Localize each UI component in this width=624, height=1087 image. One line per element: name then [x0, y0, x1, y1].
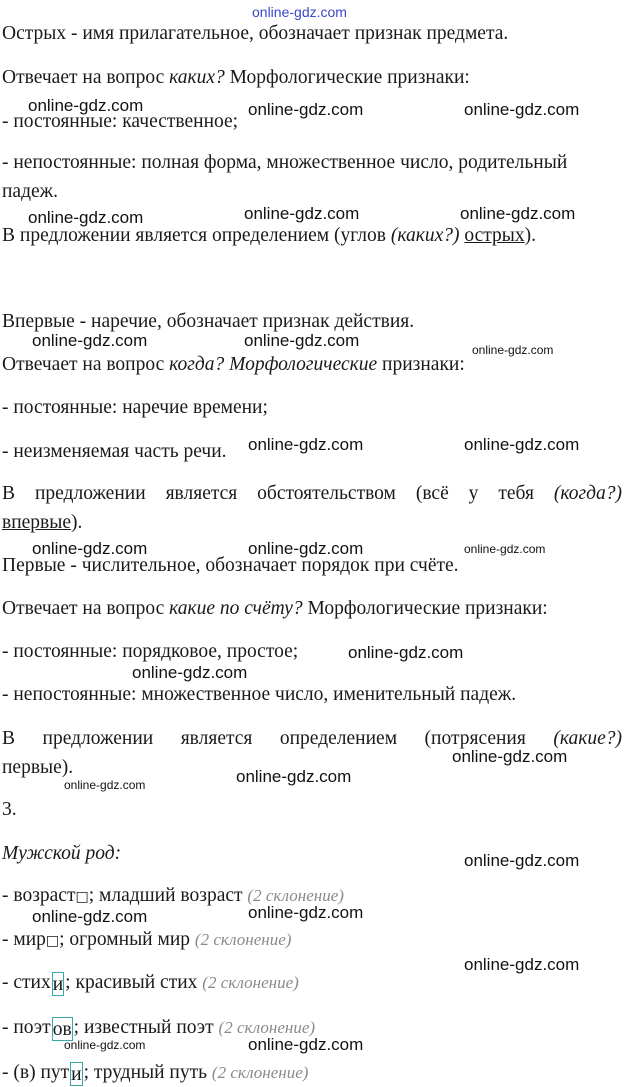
- watermark: online-gdz.com: [132, 663, 248, 682]
- watermark: online-gdz.com: [64, 778, 146, 792]
- watermark: online-gdz.com: [464, 851, 580, 870]
- watermark-top: online-gdz.com: [252, 4, 347, 20]
- watermark: online-gdz.com: [28, 96, 144, 115]
- watermark: online-gdz.com: [32, 331, 148, 350]
- watermark: online-gdz.com: [32, 539, 148, 558]
- watermark: online-gdz.com: [348, 643, 464, 662]
- watermark: online-gdz.com: [32, 907, 148, 926]
- text-line: Отвечает на вопрос когда? Морфологические признаки:: [2, 354, 465, 375]
- text-line: - непостоянные: множественное число, именительный падеж.: [2, 684, 517, 705]
- text-line: - постоянные: порядковое, простое;: [2, 641, 299, 662]
- list-item: - стих и ; красивый стих (2 склонение): [2, 972, 299, 995]
- watermark: online-gdz.com: [248, 1035, 364, 1054]
- text-line: В предложении является определением (потрясения (какие?): [2, 728, 622, 749]
- watermark: online-gdz.com: [472, 343, 554, 357]
- text-line: Отвечает на вопрос какие по счёту? Морфологические признаки:: [2, 598, 548, 619]
- watermark: online-gdz.com: [248, 435, 364, 454]
- watermark: online-gdz.com: [248, 903, 364, 922]
- text-line: В предложении является определением (углов (каких?) острых).: [2, 225, 536, 246]
- watermark: online-gdz.com: [244, 204, 360, 223]
- watermark: online-gdz.com: [28, 208, 144, 227]
- watermark: online-gdz.com: [464, 542, 546, 556]
- watermark: online-gdz.com: [244, 331, 360, 350]
- watermark: online-gdz.com: [464, 955, 580, 974]
- watermark: online-gdz.com: [452, 747, 568, 766]
- text-line: В предложении является обстоятельством (всё у тебя (когда?): [2, 483, 622, 504]
- watermark: online-gdz.com: [464, 100, 580, 119]
- text-line: Острых - имя прилагательное, обозначает признак предмета.: [2, 23, 509, 44]
- list-item: - мир□; огромный мир (2 склонение): [2, 929, 292, 950]
- section-number: 3.: [2, 799, 17, 820]
- text-line: впервые).: [2, 512, 83, 533]
- text-line: Впервые - наречие, обозначает признак действия.: [2, 311, 415, 332]
- text-line: - постоянные: качественное;: [2, 111, 239, 132]
- list-item: - (в) пут и ; трудный путь (2 склонение): [2, 1062, 309, 1085]
- watermark: online-gdz.com: [248, 100, 364, 119]
- text-line: - постоянные: наречие времени;: [2, 397, 268, 418]
- text-line: - непостоянные: полная форма, множественное число, родительный: [2, 152, 568, 173]
- text-line: - неизменяемая часть речи.: [2, 441, 227, 462]
- text-line: Отвечает на вопрос каких? Морфологические признаки:: [2, 67, 470, 88]
- watermark: online-gdz.com: [236, 767, 352, 786]
- list-item: - поэт ов ; известный поэт (2 склонение): [2, 1017, 316, 1040]
- list-item: - возраст□; младший возраст (2 склонение): [2, 885, 344, 906]
- text-line: первые).: [2, 757, 74, 778]
- watermark: online-gdz.com: [64, 1038, 146, 1052]
- watermark: online-gdz.com: [460, 204, 576, 223]
- section-heading: Мужской род:: [2, 843, 122, 864]
- text-line: Первые - числительное, обозначает порядок при счёте.: [2, 555, 459, 576]
- text-line: падеж.: [2, 181, 59, 202]
- watermark: online-gdz.com: [464, 435, 580, 454]
- watermark: online-gdz.com: [248, 539, 364, 558]
